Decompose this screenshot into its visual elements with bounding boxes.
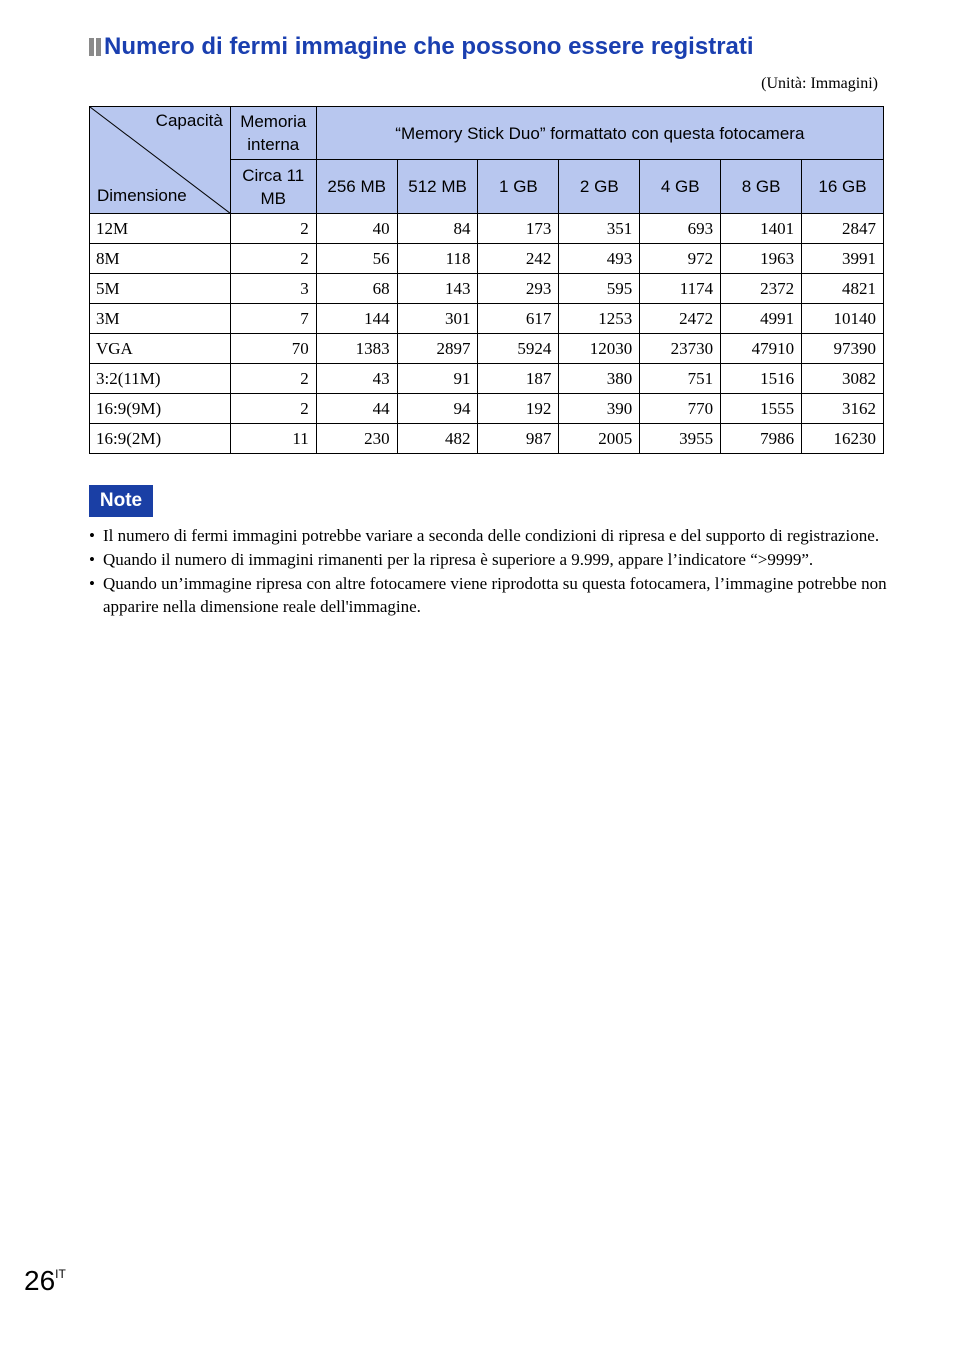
table-cell: 1383 [316,334,397,364]
table-cell: 2 [230,364,316,394]
table-cell: 242 [478,244,559,274]
table-cell: 7986 [721,424,802,454]
table-cell: 68 [316,274,397,304]
capacity-header: 16 GB [802,160,884,214]
table-row [90,244,884,274]
table-cell: 2 [230,394,316,424]
table-cell: 1174 [640,274,721,304]
table-row [90,274,884,304]
table-cell: 2005 [559,424,640,454]
internal-memory-header: Memoria interna [230,107,316,160]
table-cell: 3082 [802,364,884,394]
page-number [24,1265,66,1297]
table-cell: 693 [640,214,721,244]
corner-dimension-label: Dimensione [97,186,187,205]
note-item [89,548,889,571]
table-cell: 144 [316,304,397,334]
internal-capacity-header: Circa 11 MB [230,160,316,214]
table-cell: 351 [559,214,640,244]
table-row [90,424,884,454]
table-cell: 94 [397,394,478,424]
page-number-value: 26 [24,1265,56,1296]
table-cell: 3955 [640,424,721,454]
section-title [89,33,754,61]
table-cell: 972 [640,244,721,274]
table-cell: 70 [230,334,316,364]
table-cell: 2372 [721,274,802,304]
table-cell: 617 [478,304,559,334]
capacity-header: 4 GB [640,160,721,214]
table-cell: 2472 [640,304,721,334]
table-cell: 7 [230,304,316,334]
table-cell: 390 [559,394,640,424]
table-cell: 482 [397,424,478,454]
table-cell: 301 [397,304,478,334]
row-size-label: 16:9(2M) [90,424,231,454]
row-size-label: 3:2(11M) [90,364,231,394]
note-item [89,524,889,547]
section-title-text: Numero di fermi immagine che possono essere registrati [104,33,754,60]
table-cell: 380 [559,364,640,394]
table-cell: 40 [316,214,397,244]
table-cell: 23730 [640,334,721,364]
table-cell: 1401 [721,214,802,244]
table-cell: 11 [230,424,316,454]
section-marker-icon [89,38,101,56]
table-cell: 1516 [721,364,802,394]
bullet-icon: • [89,526,95,545]
capacity-header: 512 MB [397,160,478,214]
row-size-label: 3M [90,304,231,334]
capacity-header: 8 GB [721,160,802,214]
table-row [90,394,884,424]
table-cell: 192 [478,394,559,424]
table-cell: 97390 [802,334,884,364]
table-cell: 56 [316,244,397,274]
row-size-label: VGA [90,334,231,364]
table-cell: 47910 [721,334,802,364]
table-cell: 751 [640,364,721,394]
capacity-header: 256 MB [316,160,397,214]
note-badge: Note [89,485,153,517]
table-cell: 2897 [397,334,478,364]
table-cell: 987 [478,424,559,454]
table-cell: 187 [478,364,559,394]
table-cell: 10140 [802,304,884,334]
table-cell: 493 [559,244,640,274]
note-text: Quando il numero di immagini rimanenti per la ripresa è superiore a 9.999, appare l’indicatore “>9999”. [103,550,814,569]
table-cell: 91 [397,364,478,394]
table-cell: 4991 [721,304,802,334]
note-item [89,572,889,618]
note-text: Il numero di fermi immagini potrebbe variare a seconda delle condizioni di ripresa e del supporto di registrazione. [103,526,880,545]
table-cell: 2 [230,214,316,244]
table-corner-cell [90,107,231,214]
capacity-header: 1 GB [478,160,559,214]
corner-capacity-label: Capacità [155,111,223,130]
table-cell: 118 [397,244,478,274]
table-row [90,304,884,334]
table-cell: 4821 [802,274,884,304]
table-cell: 3 [230,274,316,304]
table-cell: 173 [478,214,559,244]
table-cell: 293 [478,274,559,304]
table-cell: 770 [640,394,721,424]
table-row [90,214,884,244]
notes-list [89,524,889,619]
table-cell: 2847 [802,214,884,244]
table-cell: 3991 [802,244,884,274]
table-cell: 16230 [802,424,884,454]
table-cell: 43 [316,364,397,394]
row-size-label: 12M [90,214,231,244]
table-cell: 230 [316,424,397,454]
table-cell: 143 [397,274,478,304]
capacity-table [89,106,884,454]
table-cell: 44 [316,394,397,424]
table-row [90,334,884,364]
memory-stick-header: “Memory Stick Duo” formattato con questa fotocamera [316,107,883,160]
table-cell: 1253 [559,304,640,334]
table-cell: 2 [230,244,316,274]
page-language: IT [55,1267,66,1281]
row-size-label: 5M [90,274,231,304]
unit-note: (Unità: Immagini) [761,75,878,92]
bullet-icon: • [89,574,95,593]
table-cell: 84 [397,214,478,244]
table-row [90,364,884,394]
row-size-label: 16:9(9M) [90,394,231,424]
table-cell: 1555 [721,394,802,424]
table-cell: 12030 [559,334,640,364]
capacity-header: 2 GB [559,160,640,214]
row-size-label: 8M [90,244,231,274]
table-cell: 1963 [721,244,802,274]
table-cell: 595 [559,274,640,304]
note-text: Quando un’immagine ripresa con altre fotocamere viene riprodotta su questa fotocamera, l’immagine potrebbe non apparire nella dimensione reale dell'immagine. [103,574,887,616]
table-cell: 5924 [478,334,559,364]
table-cell: 3162 [802,394,884,424]
bullet-icon: • [89,550,95,569]
